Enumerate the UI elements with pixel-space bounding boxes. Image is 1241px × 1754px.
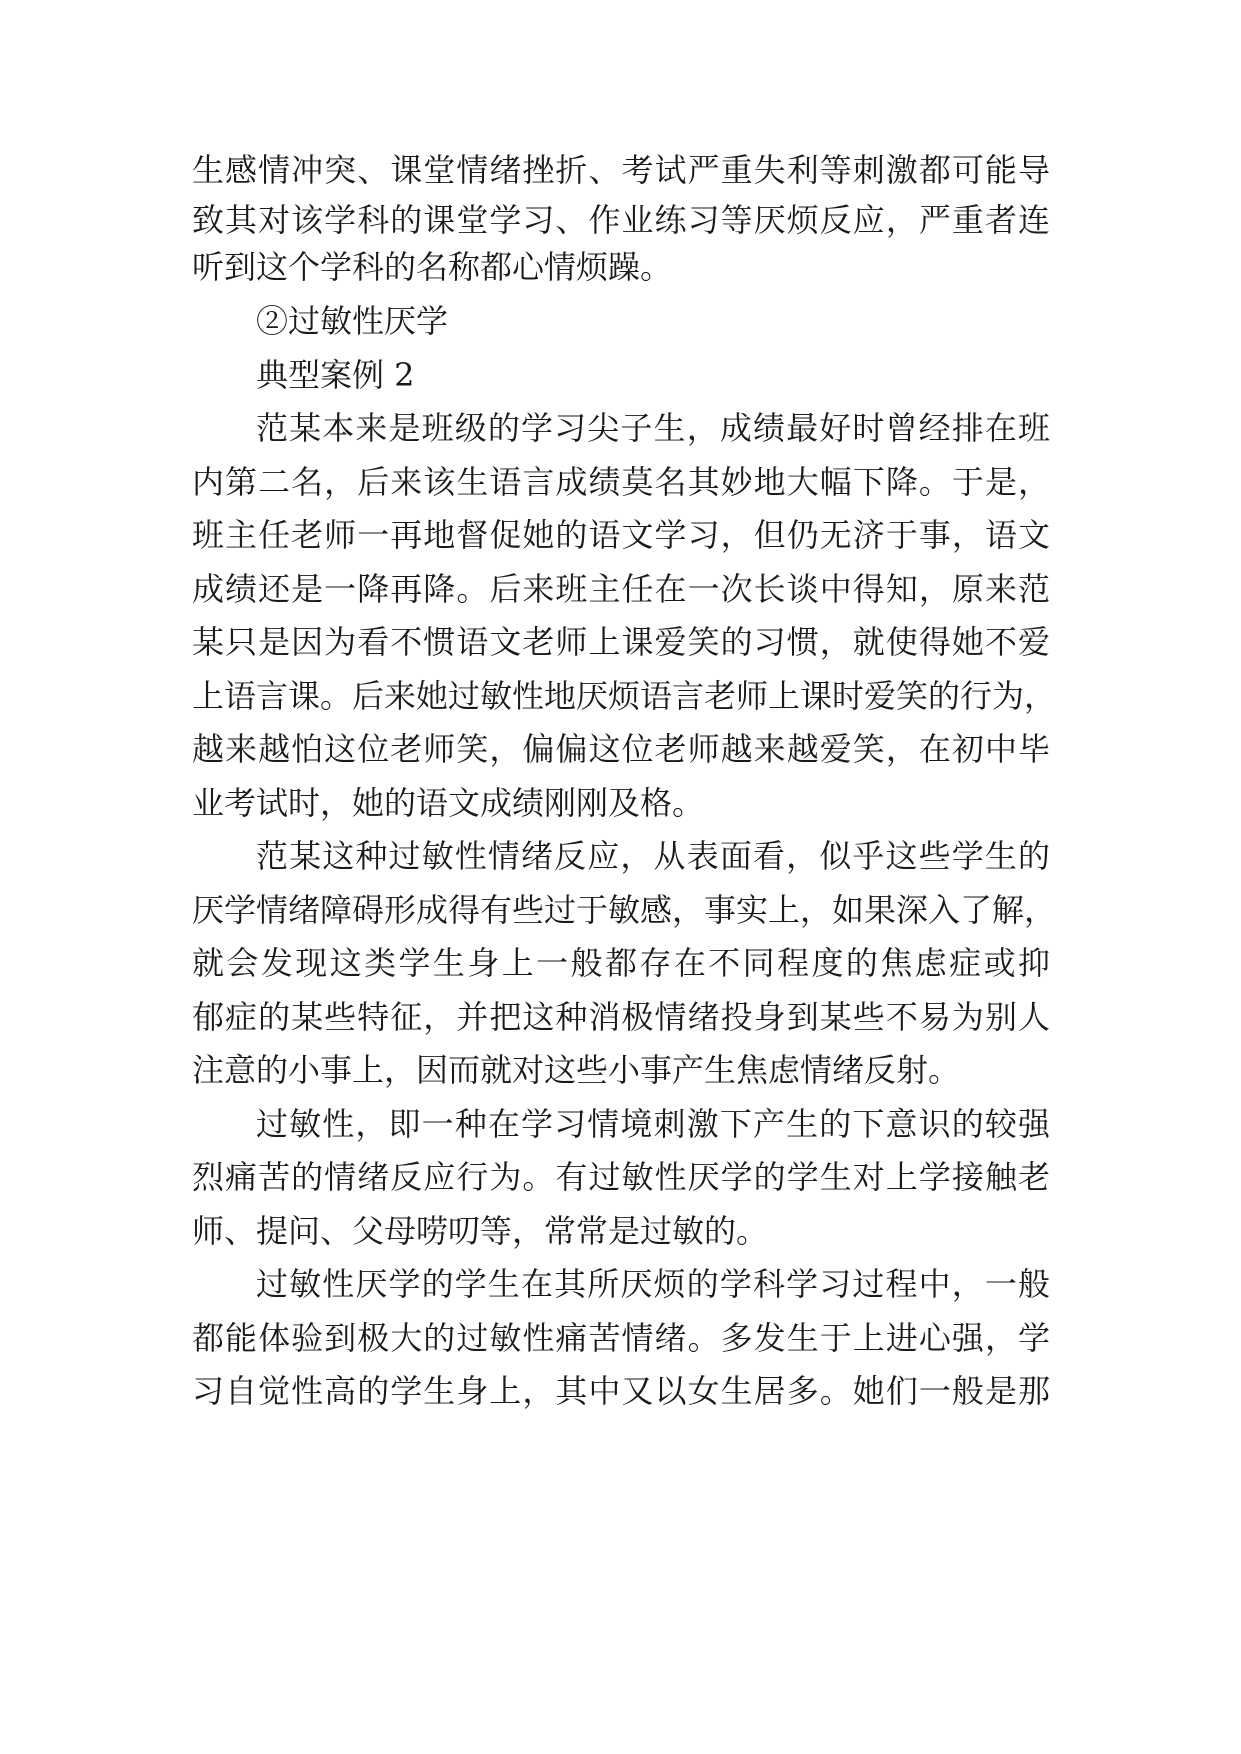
text-line: 就会发现这类学生身上一般都存在不同程度的焦虑症或抑	[192, 944, 1050, 982]
text-line: 师、提问、父母唠叨等，常常是过敏的。	[192, 1212, 769, 1250]
text-line: 致其对该学科的课堂学习、作业练习等厌烦反应，严重者连	[192, 201, 1050, 239]
text-line: 郁症的某些特征，并把这种消极情绪投身到某些不易为别人	[192, 998, 1050, 1036]
text-line: 生感情冲突、课堂情绪挫折、考试严重失利等刺激都可能导	[192, 151, 1050, 189]
document-page	[192, 0, 1057, 1754]
text-line: 业考试时，她的语文成绩刚刚及格。	[192, 784, 705, 822]
section-heading: ②过敏性厌学	[256, 302, 449, 340]
text-line: 上语言课。后来她过敏性地厌烦语言老师上课时爱笑的行为，	[192, 677, 1057, 715]
text-line: 班主任老师一再地督促她的语文学习，但仍无济于事，语文	[192, 516, 1050, 554]
text-line: 烈痛苦的情绪反应行为。有过敏性厌学的学生对上学接触老	[192, 1158, 1050, 1196]
text-line: 都能体验到极大的过敏性痛苦情绪。多发生于上进心强，学	[192, 1319, 1050, 1357]
text-line: 习自觉性高的学生身上，其中又以女生居多。她们一般是那	[192, 1372, 1050, 1410]
text-line: 过敏性，即一种在学习情境刺激下产生的下意识的较强	[256, 1105, 1050, 1143]
text-line: 厌学情绪障碍形成得有些过于敏感，事实上，如果深入了解，	[192, 891, 1057, 929]
text-line: 某只是因为看不惯语文老师上课爱笑的习惯，就使得她不爱	[192, 623, 1050, 661]
text-line: 成绩还是一降再降。后来班主任在一次长谈中得知，原来范	[192, 570, 1050, 608]
case-title: 典型案例 2	[256, 356, 415, 394]
text-line: 听到这个学科的名称都心情烦躁。	[192, 248, 673, 286]
text-line: 注意的小事上，因而就对这些小事产生焦虑情绪反射。	[192, 1051, 961, 1089]
text-line: 过敏性厌学的学生在其所厌烦的学科学习过程中，一般	[256, 1265, 1050, 1303]
text-line: 内第二名，后来该生语言成绩莫名其妙地大幅下降。于是，	[192, 463, 1050, 501]
text-line: 范某本来是班级的学习尖子生，成绩最好时曾经排在班	[256, 409, 1050, 447]
text-line: 越来越怕这位老师笑，偏偏这位老师越来越爱笑，在初中毕	[192, 730, 1050, 768]
text-line: 范某这种过敏性情绪反应，从表面看，似乎这些学生的	[256, 837, 1050, 875]
